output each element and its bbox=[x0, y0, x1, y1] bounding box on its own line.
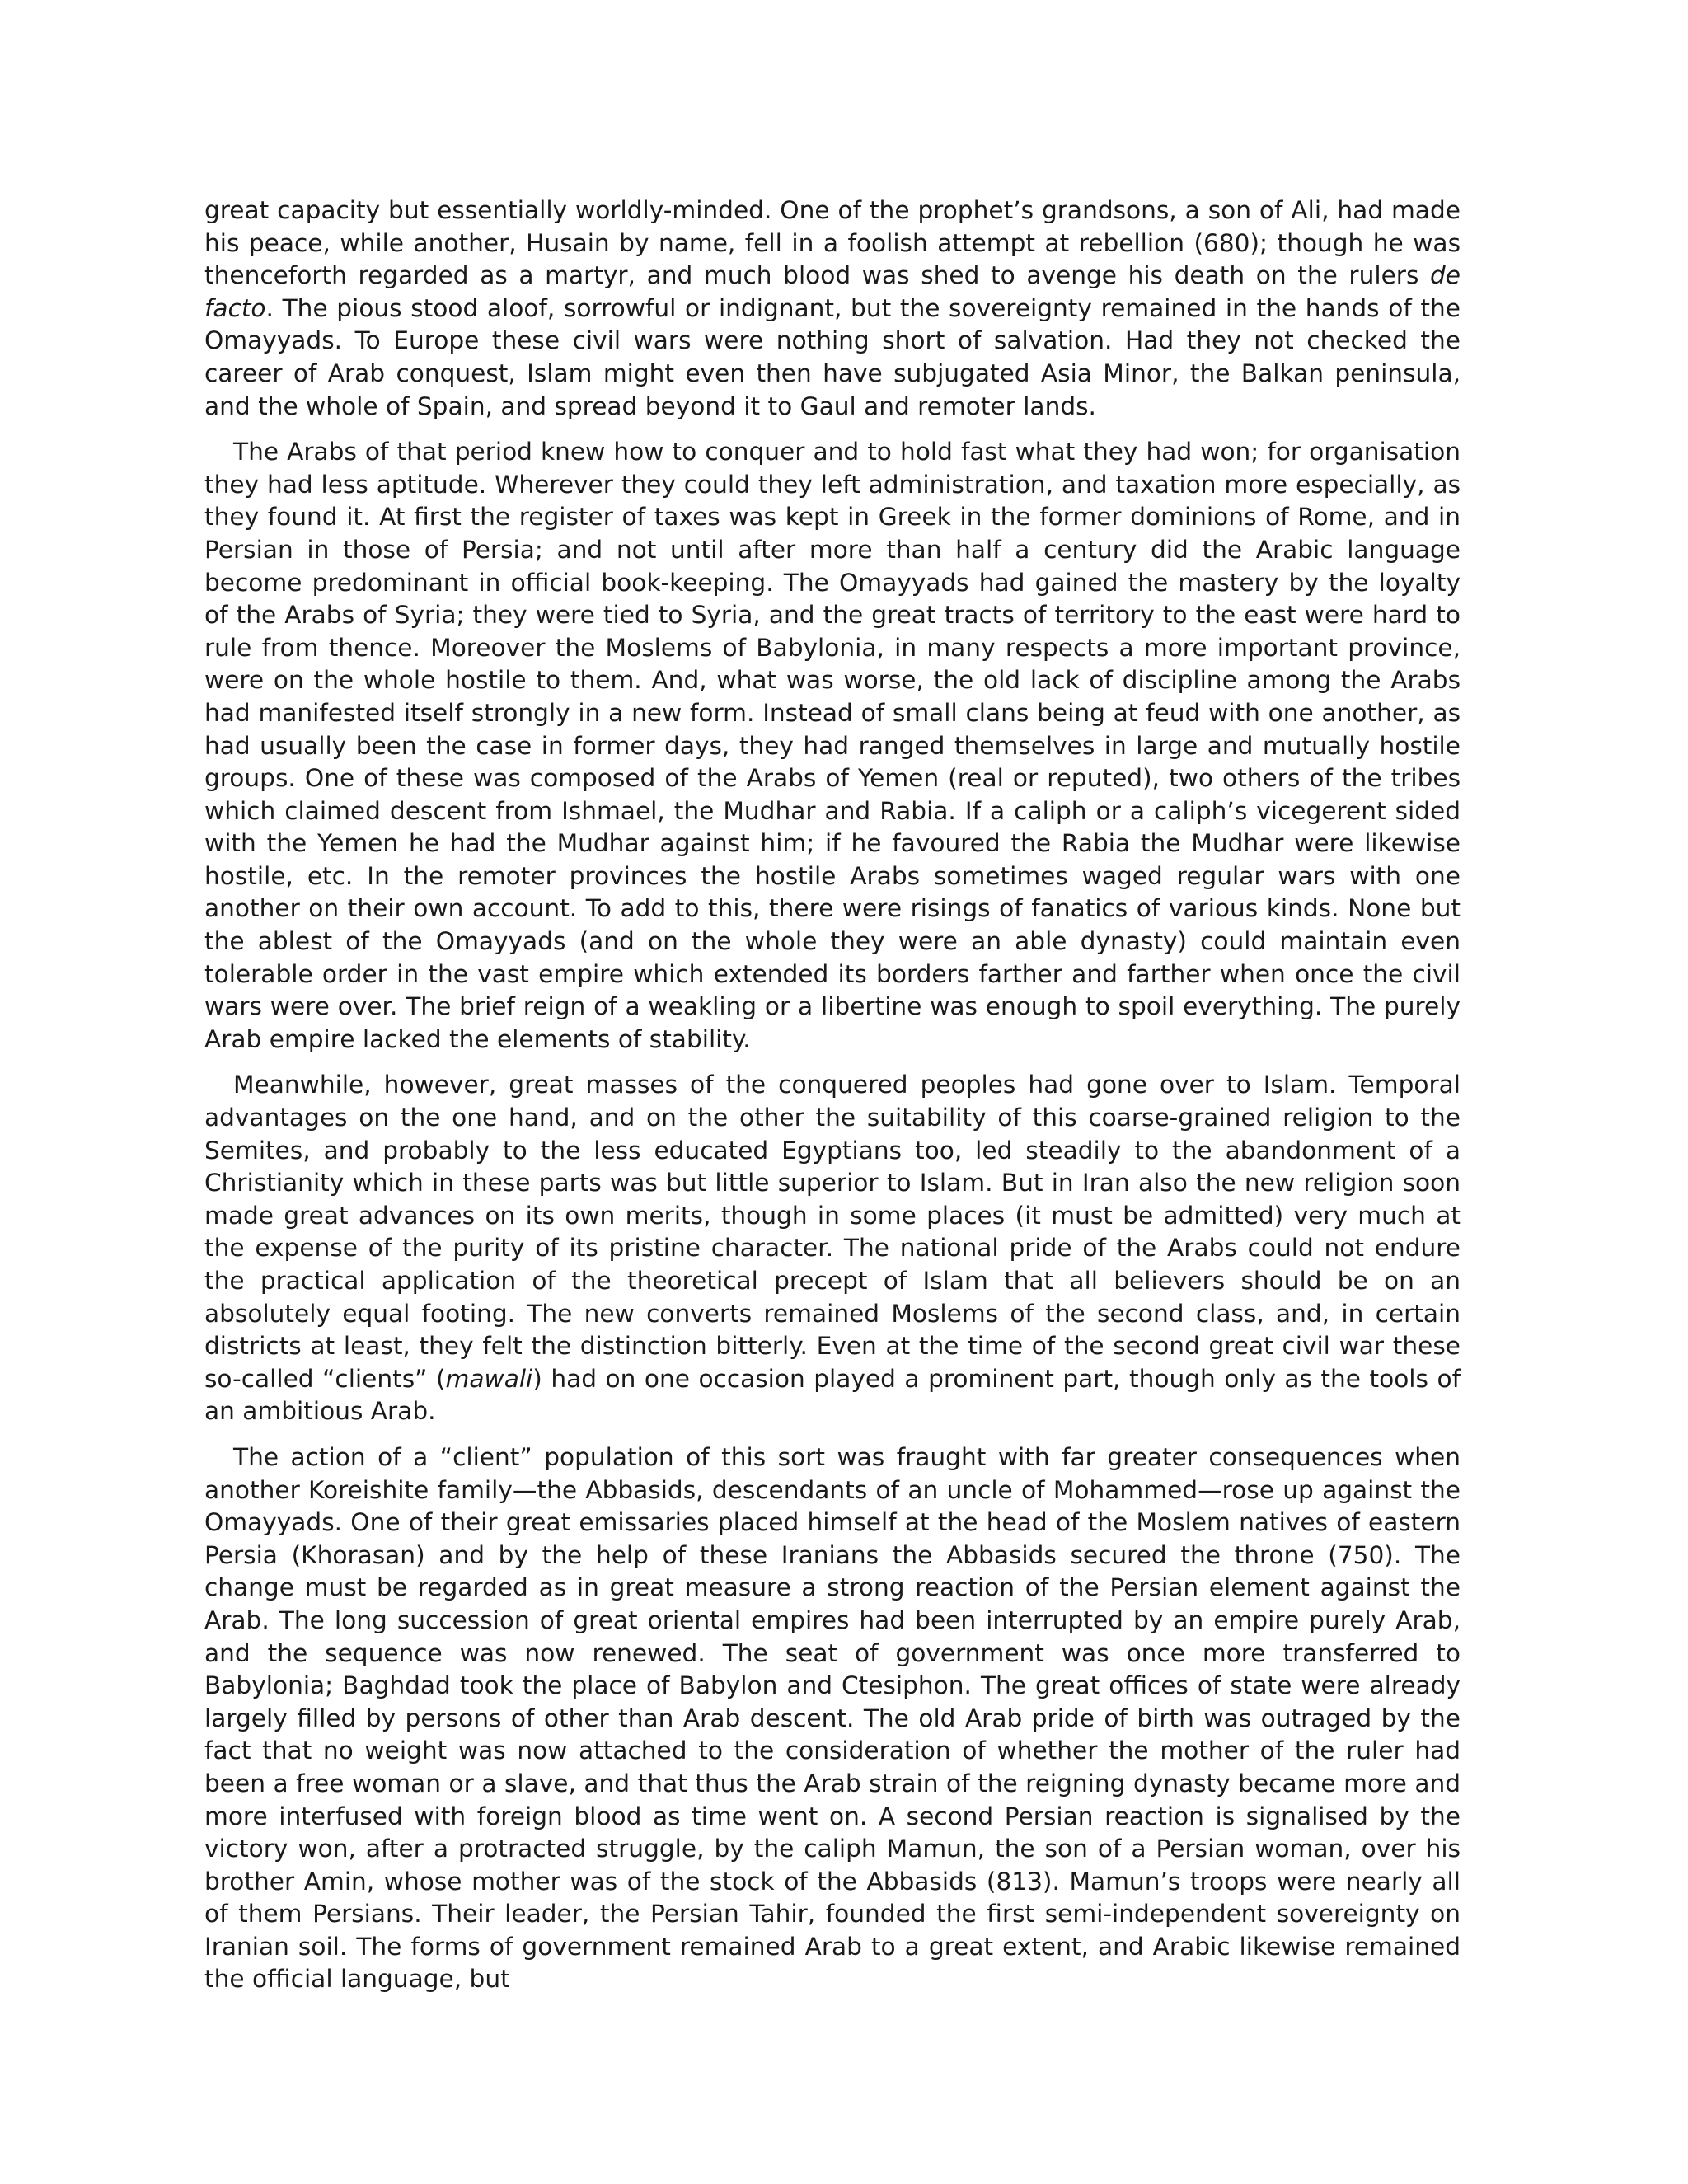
paragraph-3-italic-mawali: mawali bbox=[445, 1364, 533, 1393]
paragraph-1-text-b: . The pious stood aloof, sorrowful or indignant, but the sovereignty remained in the hands of the Omayyads. To Europe these civil wars were nothing short of salvation. Had they not checked the career of Arab conquest, Islam might even then have subjugated Asia Minor, the Balkan peninsula, and the whole of Spain, and spread beyond it to Gaul and remoter lands. bbox=[204, 293, 1461, 420]
paragraph-2-text: The Arabs of that period knew how to conquer and to hold fast what they had won; for organisation they had less aptitude. Wherever they could they left administration, and taxation more especially, as they found it. At first the register of taxes was kept in Greek in the former dominions of Rome, and in Persian in those of Persia; and not until after more than half a century did the Arabic language become predominant in official book-keeping. The Omayyads had gained the mastery by the loyalty of the Arabs of Syria; they were tied to Syria, and the great tracts of territory to the east were hard to rule from thence. Moreover the Moslems of Babylonia, in many respects a more important province, were on the whole hostile to them. And, what was worse, the old lack of discipline among the Arabs had manifested itself strongly in a new form. Instead of small clans being at feud with one another, as had usually been the case in former days, they had ranged themselves in large and mutually hostile groups. One of these was composed of the Arabs of Yemen (real or reputed), two others of the tribes which claimed descent from Ishmael, the Mudhar and Rabia. If a caliph or a caliph’s vicegerent sided with the Yemen he had the Mudhar against him; if he favoured the Rabia the Mudhar were likewise hostile, etc. In the remoter provinces the hostile Arabs sometimes waged regular wars with one another on their own account. To add to this, there were risings of fanatics of various kinds. None but the ablest of the Omayyads (and on the whole they were an able dynasty) could maintain even tolerable order in the vast empire which extended its borders farther and farther when once the civil wars were over. The brief reign of a weakling or a libertine was enough to spoil everything. The purely Arab empire lacked the elements of stability. bbox=[204, 438, 1461, 1053]
paragraph-3-text-b: ) had on one occasion played a prominent part, though only as the tools of an ambitious Arab. bbox=[204, 1364, 1461, 1426]
paragraph-1-italic-de-facto: de facto bbox=[204, 261, 1461, 322]
paragraph-4 bbox=[204, 1441, 1461, 1996]
paragraph-1-text-a: great capacity but essentially worldly-minded. One of the prophet’s grandsons, a son of Ali, had made his peace, while another, Husain by name, fell in a foolish attempt at rebellion (680); though he was thenceforth regarded as a martyr, and much blood was shed to avenge his death on the rulers bbox=[204, 196, 1461, 290]
document-page bbox=[204, 194, 1461, 1996]
paragraph-4-text: The action of a “client” population of this sort was fraught with far greater consequences when another Koreishite family—the Abbasids, descendants of an uncle of Mohammed—rose up against the Omayyads. One of their great emissaries placed himself at the head of the Moslem natives of eastern Persia (Khorasan) and by the help of these Iranians the Abbasids secured the throne (750). The change must be regarded as in great measure a strong reaction of the Persian element against the Arab. The long succession of great oriental empires had been interrupted by an empire purely Arab, and the sequence was now renewed. The seat of government was once more transferred to Babylonia; Baghdad took the place of Babylon and Ctesiphon. The great offices of state were already largely filled by persons of other than Arab descent. The old Arab pride of birth was outraged by the fact that no weight was now attached to the consideration of whether the mother of the ruler had been a free woman or a slave, and that thus the Arab strain of the reigning dynasty became more and more interfused with foreign blood as time went on. A second Persian reaction is signalised by the victory won, after a protracted struggle, by the caliph Mamun, the son of a Persian woman, over his brother Amin, whose mother was of the stock of the Abbasids (813). Mamun’s troops were nearly all of them Persians. Their leader, the Persian Tahir, founded the first semi-independent sovereignty on Iranian soil. The forms of government remained Arab to a great extent, and Arabic likewise remained the official language, but bbox=[204, 1442, 1461, 1994]
paragraph-2 bbox=[204, 436, 1461, 1056]
paragraph-3 bbox=[204, 1069, 1461, 1428]
paragraph-1 bbox=[204, 194, 1461, 423]
paragraph-3-text-a: Meanwhile, however, great masses of the conquered peoples had gone over to Islam. Temporal advantages on the one hand, and on the other the suitability of this coarse-grained religion to the Semites, and probably to the less educated Egyptians too, led steadily to the abandonment of a Christianity which in these parts was but little superior to Islam. But in Iran also the new religion soon made great advances on its own merits, though in some places (it must be admitted) very much at the expense of the purity of its pristine character. The national pride of the Arabs could not endure the practical application of the theoretical precept of Islam that all believers should be on an absolutely equal footing. The new converts remained Moslems of the second class, and, in certain districts at least, they felt the distinction bitterly. Even at the time of the second great civil war these so-called “clients” ( bbox=[204, 1071, 1461, 1393]
